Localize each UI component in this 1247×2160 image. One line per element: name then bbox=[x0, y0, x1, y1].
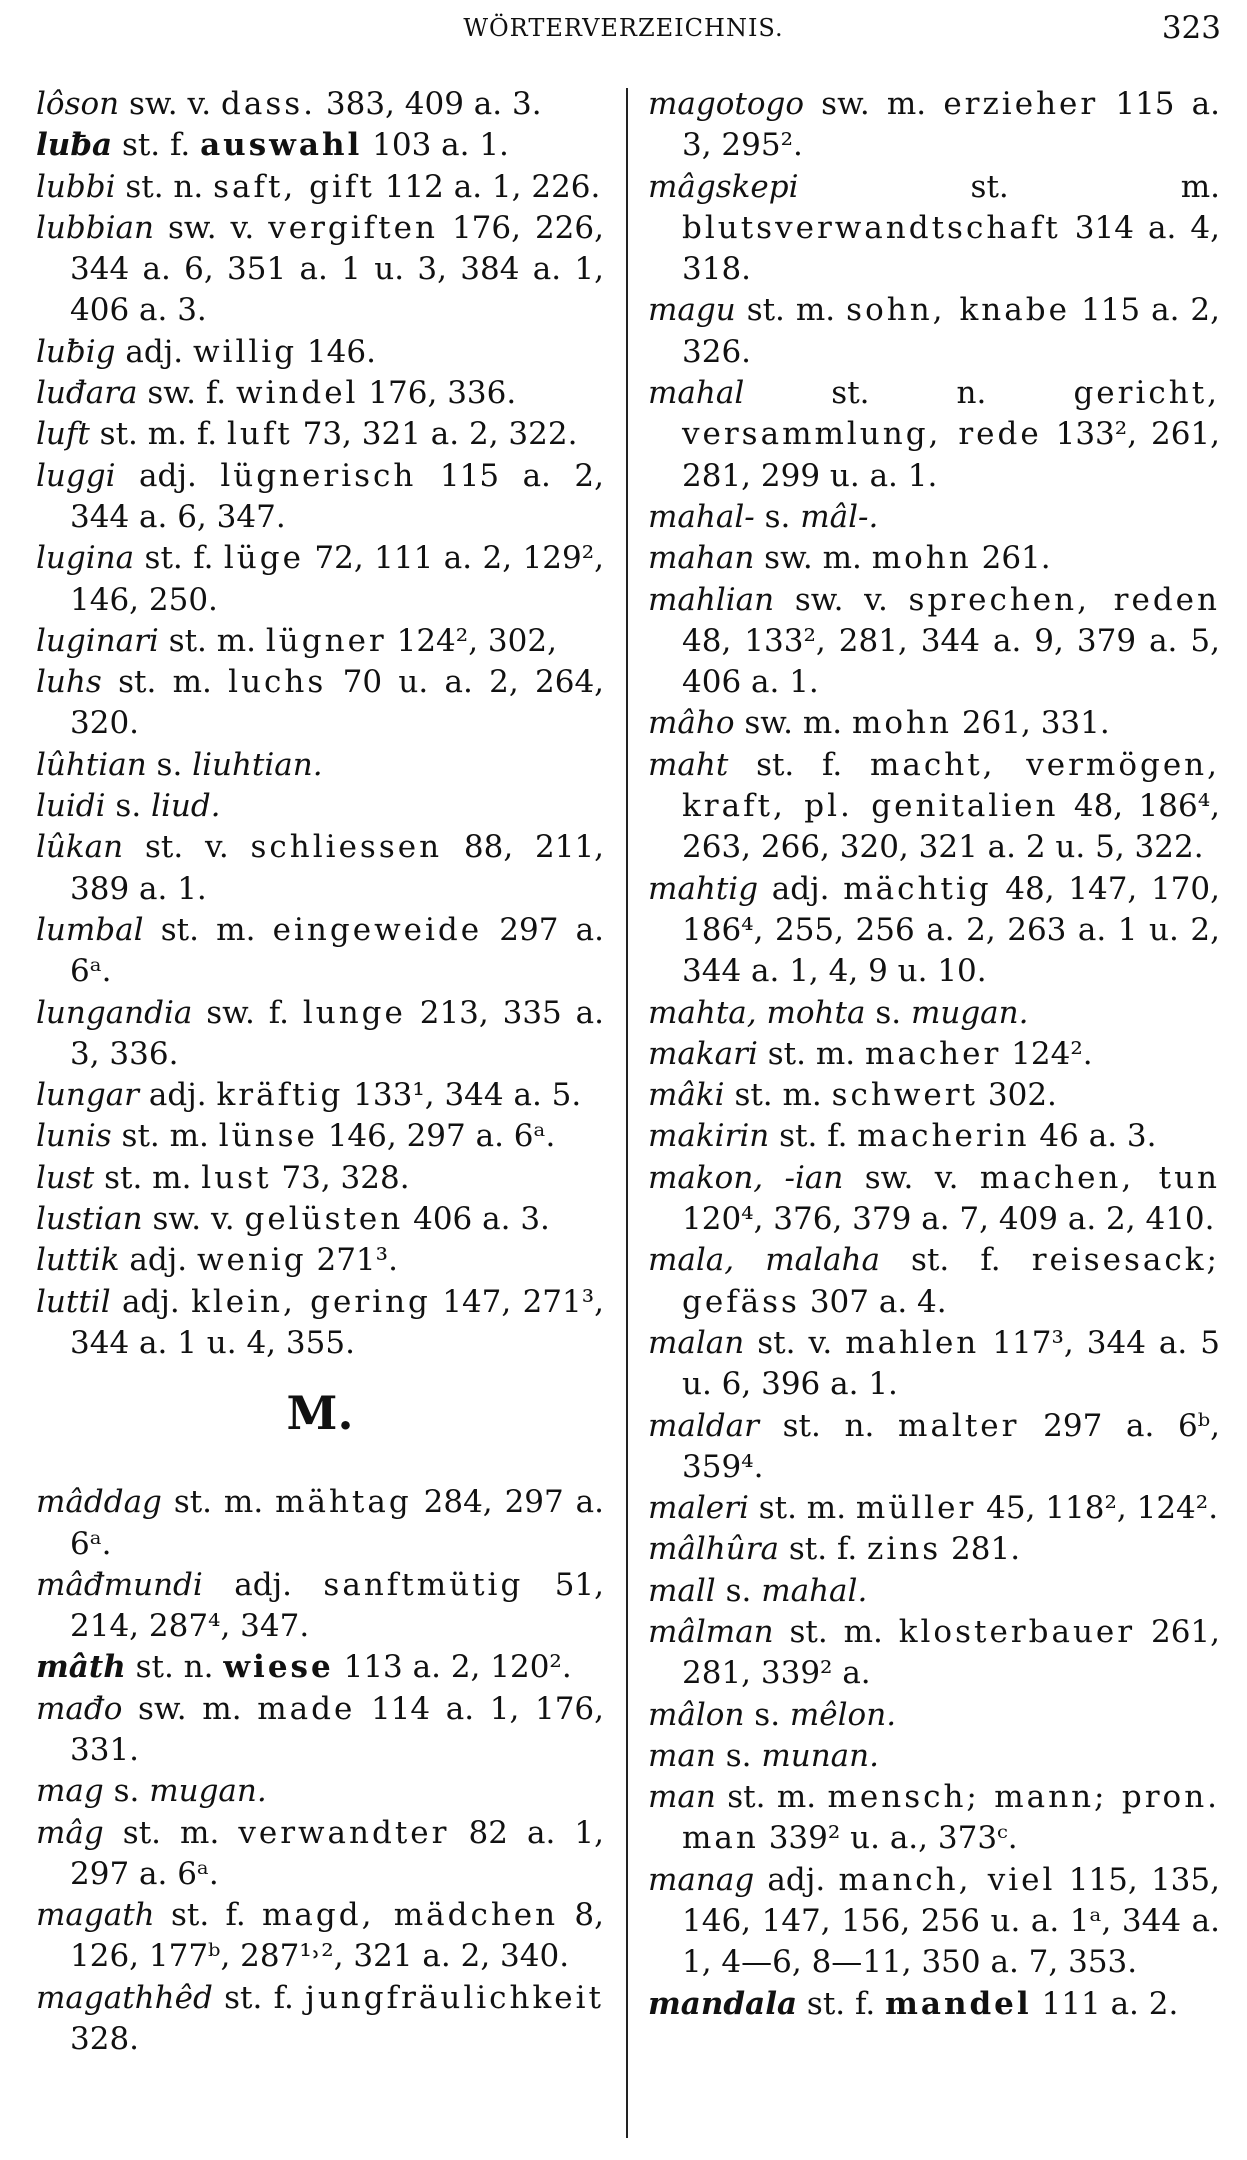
entry-gloss: machen, tun bbox=[979, 1159, 1220, 1196]
entry-gloss: kräftig bbox=[216, 1077, 344, 1114]
dictionary-entry bbox=[648, 373, 1220, 497]
entry-references: mugan. bbox=[149, 1773, 267, 1810]
entry-grammar: sw. v. bbox=[128, 86, 212, 122]
dictionary-entry bbox=[648, 1488, 1220, 1529]
entry-references: 115 a. 2, 326. bbox=[682, 292, 1221, 370]
entry-headword: makon, -ian bbox=[648, 1159, 844, 1196]
dictionary-entry bbox=[36, 1199, 604, 1240]
entry-references: 271³. bbox=[316, 1242, 398, 1279]
dictionary-entry bbox=[36, 1075, 604, 1116]
entry-references: 406 a. 3. bbox=[413, 1201, 550, 1238]
dictionary-entry bbox=[36, 910, 604, 993]
entry-headword: maldar bbox=[648, 1407, 759, 1444]
entry-gloss: saft, gift bbox=[213, 168, 375, 205]
entry-headword: mâgskepi bbox=[648, 168, 799, 205]
entry-headword: lubbi bbox=[36, 168, 116, 205]
dictionary-entry bbox=[648, 1116, 1220, 1157]
entry-references: 314 a. 4, 318. bbox=[682, 209, 1220, 288]
entry-headword: lustian bbox=[36, 1201, 143, 1238]
entry-gloss: klosterbauer bbox=[898, 1613, 1136, 1650]
entry-headword: mag bbox=[36, 1773, 104, 1810]
entry-headword: maleri bbox=[648, 1490, 749, 1527]
entries-l-section bbox=[36, 84, 604, 1364]
entry-headword: luhs bbox=[36, 664, 102, 701]
dictionary-entry bbox=[648, 1158, 1220, 1241]
dictionary-entry bbox=[648, 1571, 1220, 1612]
entry-references: mahal. bbox=[761, 1572, 868, 1609]
entry-gloss: wenig bbox=[197, 1242, 307, 1279]
entry-headword: malan bbox=[648, 1324, 745, 1361]
entry-grammar: s. bbox=[725, 1737, 752, 1774]
entry-headword: luggi bbox=[36, 457, 116, 494]
entry-gloss: mandel bbox=[885, 1985, 1032, 2022]
dictionary-entry bbox=[648, 84, 1220, 167]
entry-references: 284, 297 a. 6ᵃ. bbox=[70, 1484, 604, 1562]
entry-gloss: windel bbox=[235, 375, 359, 412]
entry-gloss: malter bbox=[898, 1407, 1020, 1444]
dictionary-entry bbox=[36, 1978, 604, 2061]
dictionary-entry bbox=[36, 993, 604, 1076]
entry-headword: luft bbox=[36, 416, 90, 453]
entry-headword: makirin bbox=[648, 1118, 770, 1155]
entry-headword: lungandia bbox=[36, 994, 193, 1031]
entry-grammar: st. m. bbox=[118, 664, 212, 701]
entry-references: 297 a. 6ᵇ, 359⁴. bbox=[682, 1407, 1220, 1485]
entry-headword: mâki bbox=[648, 1077, 725, 1114]
entry-grammar: st. m. bbox=[734, 1077, 822, 1114]
entry-references: 45, 118², 124². bbox=[986, 1490, 1219, 1527]
entry-grammar: s. bbox=[725, 1572, 752, 1609]
entry-references: 339² u. a., 373ᶜ. bbox=[768, 1820, 1018, 1857]
entry-references: 82 a. 1, 297 a. 6ᵃ. bbox=[70, 1814, 604, 1892]
entry-gloss: macht, vermögen, kraft, pl. genitalien bbox=[682, 746, 1221, 825]
entry-headword: lûhtian bbox=[36, 746, 147, 783]
entry-gloss: gericht, versammlung, rede bbox=[682, 375, 1220, 453]
entry-gloss: made bbox=[257, 1690, 356, 1727]
dictionary-entry bbox=[648, 1777, 1220, 1860]
entry-grammar: s. bbox=[113, 1773, 140, 1810]
entry-headword: luginari bbox=[36, 622, 159, 659]
entry-headword: lust bbox=[36, 1159, 95, 1196]
entry-references: 147, 271³, 344 a. 1 u. 4, 355. bbox=[70, 1283, 605, 1361]
entry-references: 103 a. 1. bbox=[372, 127, 509, 164]
entry-gloss: eingeweide bbox=[272, 911, 483, 948]
entry-gloss: luft bbox=[226, 416, 293, 453]
entries-m-section-left bbox=[36, 1482, 604, 2060]
dictionary-entry bbox=[648, 1034, 1220, 1075]
page-number: 323 bbox=[1161, 10, 1221, 46]
dictionary-entry bbox=[36, 167, 604, 208]
entry-references: 261, 281, 339² a. bbox=[682, 1613, 1220, 1692]
entry-gloss: dass. bbox=[221, 86, 317, 122]
entry-gloss: reisesack; gefäss bbox=[682, 1242, 1221, 1320]
entry-gloss: klein, gering bbox=[191, 1283, 431, 1320]
entry-headword: manag bbox=[648, 1861, 755, 1898]
dictionary-entry bbox=[36, 1647, 604, 1688]
entry-headword: mâlon bbox=[648, 1696, 745, 1733]
dictionary-entry bbox=[648, 1075, 1220, 1116]
entry-grammar: adj. bbox=[771, 870, 830, 907]
entry-references: liud. bbox=[151, 788, 221, 825]
entry-gloss: lüge bbox=[223, 540, 304, 577]
dictionary-entry bbox=[648, 290, 1220, 373]
entry-headword: mâg bbox=[36, 1814, 104, 1851]
entry-references: mêlon. bbox=[789, 1696, 897, 1733]
entry-grammar: sw. m. bbox=[821, 86, 927, 122]
entry-grammar: st. n. bbox=[782, 1407, 875, 1444]
dictionary-entry bbox=[36, 1689, 604, 1772]
dictionary-entry bbox=[648, 1612, 1220, 1695]
dictionary-entry bbox=[648, 745, 1220, 869]
dictionary-entry bbox=[648, 167, 1220, 291]
entry-grammar: st. m. bbox=[758, 1490, 847, 1527]
entry-references: 46 a. 3. bbox=[1039, 1118, 1157, 1155]
entry-grammar: st. v. bbox=[144, 829, 229, 866]
entry-headword: lungar bbox=[36, 1077, 139, 1114]
entry-grammar: st. m. bbox=[173, 1484, 264, 1521]
section-heading-m: M. bbox=[286, 1386, 354, 1441]
entry-gloss: blutsverwandtschaft bbox=[682, 209, 1061, 246]
entry-gloss: schliessen bbox=[250, 829, 443, 866]
entry-gloss: mächtig bbox=[843, 870, 992, 907]
entry-grammar: sw. f. bbox=[206, 994, 289, 1031]
entry-gloss: macher bbox=[864, 1035, 1002, 1072]
dictionary-entry bbox=[648, 703, 1220, 744]
entry-gloss: müller bbox=[855, 1490, 977, 1527]
entry-references: 120⁴, 376, 379 a. 7, 409 a. 2, 410. bbox=[682, 1201, 1215, 1238]
entry-headword: man bbox=[648, 1779, 716, 1816]
entry-gloss: lünse bbox=[218, 1118, 318, 1155]
entry-grammar: s. bbox=[764, 498, 791, 535]
entry-headword: mall bbox=[648, 1572, 716, 1609]
entry-headword: mandala bbox=[648, 1985, 798, 2022]
dictionary-entry bbox=[36, 208, 604, 332]
entry-references: 261, 331. bbox=[961, 705, 1110, 742]
dictionary-entry bbox=[36, 1813, 604, 1896]
entry-grammar: st. f. bbox=[788, 1531, 858, 1568]
entry-gloss: gelüsten bbox=[244, 1201, 404, 1238]
entry-headword: man bbox=[648, 1737, 716, 1774]
entry-grammar: sw. v. bbox=[794, 581, 888, 618]
entry-grammar: s. bbox=[115, 788, 142, 825]
dictionary-entry bbox=[648, 1984, 1220, 2025]
entry-headword: mâho bbox=[648, 705, 735, 742]
entry-grammar: sw. m. bbox=[744, 705, 843, 742]
entry-references: 114 a. 1, 176, 331. bbox=[70, 1690, 604, 1768]
entry-headword: mahta, mohta bbox=[648, 994, 866, 1031]
entry-references: 73, 321 a. 2, 322. bbox=[302, 416, 578, 453]
entry-headword: mâth bbox=[36, 1649, 126, 1686]
entry-references: liuhtian. bbox=[192, 746, 323, 783]
entry-gloss: erzieher bbox=[943, 86, 1099, 122]
entry-gloss: jungfräulichkeit bbox=[305, 1979, 605, 2016]
dictionary-entry bbox=[36, 1116, 604, 1157]
entry-grammar: st. m. bbox=[789, 1613, 883, 1650]
entry-gloss: mohn bbox=[851, 705, 952, 742]
entry-gloss: mensch; mann; pron. man bbox=[682, 1779, 1221, 1857]
entry-grammar: st. n. bbox=[135, 1649, 214, 1686]
entry-references: 146, 297 a. 6ᵃ. bbox=[327, 1118, 556, 1155]
entry-gloss: magd, mädchen bbox=[262, 1897, 559, 1934]
dictionary-entry bbox=[648, 1240, 1220, 1323]
entry-grammar: st. f. bbox=[170, 1897, 246, 1934]
entry-references: 111 a. 2. bbox=[1041, 1985, 1179, 2022]
entry-references: 281. bbox=[951, 1531, 1021, 1568]
entry-headword: lôson bbox=[36, 86, 120, 122]
dictionary-entry bbox=[36, 827, 604, 910]
entry-headword: lubbian bbox=[36, 209, 154, 246]
entry-gloss: verwandter bbox=[238, 1814, 450, 1851]
entry-grammar: adj. bbox=[139, 457, 197, 494]
entry-gloss: mohn bbox=[871, 540, 972, 577]
entry-grammar: st. m. bbox=[160, 911, 256, 948]
entry-references: 72, 111 a. 2, 129², 146, 250. bbox=[70, 540, 605, 618]
column-divider bbox=[626, 88, 628, 2138]
dictionary-entry bbox=[36, 1895, 604, 1978]
entry-references: 48, 147, 170, 186⁴, 255, 256 a. 2, 263 a. 1 u. 2, 344 a. 1, 4, 9 u. 10. bbox=[682, 870, 1220, 990]
entry-references: 261. bbox=[981, 540, 1051, 577]
entry-grammar: st. m. f. bbox=[99, 416, 218, 453]
entry-gloss: mahlen bbox=[845, 1324, 980, 1361]
entry-headword: mâddag bbox=[36, 1484, 162, 1521]
entry-references: 307 a. 4. bbox=[809, 1283, 947, 1320]
entry-gloss: sohn, knabe bbox=[846, 292, 1070, 329]
entry-grammar: sw. v. bbox=[167, 209, 255, 246]
entry-grammar: st. m. bbox=[746, 292, 836, 329]
entry-grammar: st. m. bbox=[104, 1159, 192, 1196]
dictionary-entry bbox=[36, 745, 604, 786]
entry-grammar: sw. m. bbox=[138, 1690, 242, 1727]
entry-gloss: vergiften bbox=[268, 209, 438, 246]
entry-references: 328. bbox=[70, 2021, 140, 2058]
entry-grammar: st. m. bbox=[121, 1118, 209, 1155]
left-column bbox=[36, 84, 604, 2060]
dictionary-entry bbox=[36, 662, 604, 745]
entry-headword: makari bbox=[648, 1035, 758, 1072]
entry-grammar: st. f. bbox=[806, 1985, 876, 2022]
entry-headword: magathhêd bbox=[36, 1979, 213, 2016]
entry-headword: lunis bbox=[36, 1118, 112, 1155]
entry-gloss: lust bbox=[201, 1159, 272, 1196]
entry-headword: mahal bbox=[648, 375, 745, 412]
entry-references: munan. bbox=[761, 1737, 879, 1774]
dictionary-entry bbox=[648, 1529, 1220, 1570]
entry-grammar: s. bbox=[156, 746, 183, 783]
entry-references: mâl-. bbox=[800, 498, 879, 535]
entry-headword: luƀig bbox=[36, 333, 116, 370]
entry-references: 133¹, 344 a. 5. bbox=[353, 1077, 582, 1114]
entry-headword: mađo bbox=[36, 1690, 123, 1727]
entry-gloss: lügnerisch bbox=[220, 457, 417, 494]
entry-gloss: zins bbox=[867, 1531, 942, 1568]
entry-references: 73, 328. bbox=[281, 1159, 410, 1196]
entry-gloss: sprechen, reden bbox=[908, 581, 1220, 618]
entry-references: 8, 126, 177ᵇ, 287¹˒², 321 a. 2, 340. bbox=[70, 1897, 604, 1975]
entry-headword: magotogo bbox=[648, 86, 805, 122]
entry-gloss: lunge bbox=[302, 994, 406, 1031]
entry-headword: mahlian bbox=[648, 581, 775, 618]
entries-m-section-right bbox=[648, 84, 1220, 2025]
entry-headword: mâlhûra bbox=[648, 1531, 780, 1568]
entry-references: 302. bbox=[987, 1077, 1057, 1114]
entry-references: 70 u. a. 2, 264, 320. bbox=[70, 664, 605, 742]
dictionary-entry bbox=[648, 1323, 1220, 1406]
dictionary-entry bbox=[36, 1565, 604, 1648]
entry-grammar: sw. m. bbox=[764, 540, 862, 577]
entry-grammar: st. m. bbox=[767, 1035, 856, 1072]
entry-grammar: st. f. bbox=[144, 540, 214, 577]
entry-headword: maht bbox=[648, 746, 729, 783]
dictionary-entry bbox=[36, 1282, 604, 1365]
entry-grammar: st. f. bbox=[911, 1242, 1001, 1279]
entry-grammar: st. m. bbox=[970, 168, 1220, 205]
entry-grammar: st. n. bbox=[831, 375, 987, 412]
entry-gloss: lügner bbox=[265, 622, 387, 659]
entry-grammar: st. m. bbox=[168, 622, 257, 659]
entry-grammar: adj. bbox=[125, 333, 184, 370]
dictionary-entry bbox=[36, 456, 604, 539]
entry-headword: luidi bbox=[36, 788, 106, 825]
dictionary-entry bbox=[36, 1158, 604, 1199]
entry-headword: magath bbox=[36, 1897, 155, 1934]
entry-gloss: wiese bbox=[223, 1649, 334, 1686]
entry-references: 115 a. 3, 295². bbox=[682, 86, 1220, 164]
entry-references: 124², 302, bbox=[396, 622, 557, 659]
dictionary-entry bbox=[648, 1695, 1220, 1736]
entry-references: 297 a. 6ᵃ. bbox=[70, 911, 604, 990]
dictionary-entry bbox=[36, 125, 604, 166]
right-column bbox=[648, 84, 1220, 2025]
dictionary-entry bbox=[648, 993, 1220, 1034]
dictionary-entry bbox=[648, 1860, 1220, 1984]
entry-headword: magu bbox=[648, 292, 736, 329]
entry-headword: mahan bbox=[648, 540, 755, 577]
entry-grammar: adj. bbox=[148, 1077, 207, 1114]
dictionary-entry bbox=[648, 1736, 1220, 1777]
dictionary-entry bbox=[648, 869, 1220, 993]
entry-references: 117³, 344 a. 5 u. 6, 396 a. 1. bbox=[682, 1324, 1221, 1403]
dictionary-entry bbox=[36, 373, 604, 414]
dictionary-entry bbox=[648, 1406, 1220, 1489]
entry-headword: lumbal bbox=[36, 911, 144, 948]
entry-grammar: s. bbox=[875, 994, 902, 1031]
dictionary-entry bbox=[36, 621, 604, 662]
entry-references: 176, 226, 344 a. 6, 351 a. 1 u. 3, 384 a. 1, 406 a. 3. bbox=[70, 209, 604, 329]
entry-grammar: st. m. bbox=[122, 1814, 220, 1851]
entry-references: 176, 336. bbox=[368, 375, 517, 412]
entry-grammar: sw. v. bbox=[152, 1201, 235, 1238]
dictionary-entry bbox=[36, 786, 604, 827]
entry-headword: luđara bbox=[36, 375, 138, 412]
entry-references: 133², 261, 281, 299 u. a. 1. bbox=[682, 416, 1220, 494]
entry-headword: luttil bbox=[36, 1283, 111, 1320]
entry-grammar: s. bbox=[754, 1696, 781, 1733]
entry-grammar: st. f. bbox=[121, 127, 191, 164]
entry-references: 48, 186⁴, 263, 266, 320, 321 a. 2 u. 5, 322. bbox=[682, 788, 1220, 866]
entry-references: 113 a. 2, 120². bbox=[343, 1649, 572, 1686]
entry-grammar: sw. v. bbox=[864, 1159, 959, 1196]
entry-headword: mâđmundi bbox=[36, 1566, 203, 1603]
entry-headword: luttik bbox=[36, 1242, 120, 1279]
entry-references: 124². bbox=[1011, 1035, 1093, 1072]
entry-references: 48, 133², 281, 344 a. 9, 379 a. 5, 406 a. 1. bbox=[682, 622, 1220, 701]
entry-grammar: sw. f. bbox=[147, 375, 227, 412]
entry-headword: luƀa bbox=[36, 127, 113, 164]
entry-gloss: schwert bbox=[831, 1077, 979, 1114]
dictionary-entry bbox=[36, 1771, 604, 1812]
dictionary-entry bbox=[36, 1240, 604, 1281]
entry-grammar: adj. bbox=[129, 1242, 188, 1279]
entry-grammar: st. v. bbox=[757, 1324, 833, 1361]
entry-references: mugan. bbox=[910, 994, 1029, 1031]
entry-grammar: st. f. bbox=[779, 1118, 848, 1155]
running-header-title: WÖRTERVERZEICHNIS. bbox=[463, 14, 784, 42]
entry-headword: lûkan bbox=[36, 829, 124, 866]
dictionary-entry bbox=[36, 332, 604, 373]
entry-grammar: adj. bbox=[767, 1861, 826, 1898]
entry-gloss: sanftmütig bbox=[323, 1566, 524, 1603]
entry-grammar: st. f. bbox=[756, 746, 843, 783]
entry-gloss: manch, viel bbox=[838, 1861, 1056, 1898]
dictionary-entry bbox=[36, 538, 604, 621]
entry-references: 146. bbox=[306, 333, 376, 370]
entry-grammar: st. m. bbox=[727, 1779, 817, 1816]
entry-references: 88, 211, 389 a. 1. bbox=[70, 829, 605, 907]
dictionary-entry bbox=[36, 414, 604, 455]
entry-grammar: adj. bbox=[234, 1566, 293, 1603]
entry-gloss: mähtag bbox=[275, 1484, 412, 1521]
entry-gloss: willig bbox=[193, 333, 298, 370]
dictionary-entry bbox=[648, 538, 1220, 579]
dictionary-entry bbox=[36, 1482, 604, 1565]
entry-gloss: auswahl bbox=[200, 127, 363, 164]
entry-references: 112 a. 1, 226. bbox=[384, 168, 601, 205]
dictionary-entry bbox=[36, 84, 604, 125]
entry-references: 115 a. 2, 344 a. 6, 347. bbox=[70, 457, 605, 535]
entry-gloss: luchs bbox=[228, 664, 327, 701]
entry-references: 213, 335 a. 3, 336. bbox=[70, 994, 604, 1072]
entry-headword: lugina bbox=[36, 540, 135, 577]
entry-headword: mala, malaha bbox=[648, 1242, 880, 1279]
entry-grammar: st. f. bbox=[224, 1979, 294, 2016]
entry-references: 383, 409 a. 3. bbox=[325, 86, 542, 122]
dictionary-entry bbox=[648, 497, 1220, 538]
entry-references: 51, 214, 287⁴, 347. bbox=[70, 1566, 605, 1645]
entry-grammar: st. n. bbox=[125, 168, 204, 205]
entry-headword: mâlman bbox=[648, 1613, 774, 1650]
entry-headword: mahtig bbox=[648, 870, 759, 907]
entry-headword: mahal- bbox=[648, 498, 755, 535]
entry-grammar: adj. bbox=[121, 1283, 180, 1320]
entry-references: 115, 135, 146, 147, 156, 256 u. a. 1ᵃ, 344 a. 1, 4—6, 8—11, 350 a. 7, 353. bbox=[682, 1861, 1220, 1981]
entry-gloss: macherin bbox=[857, 1118, 1030, 1155]
dictionary-entry bbox=[648, 580, 1220, 704]
